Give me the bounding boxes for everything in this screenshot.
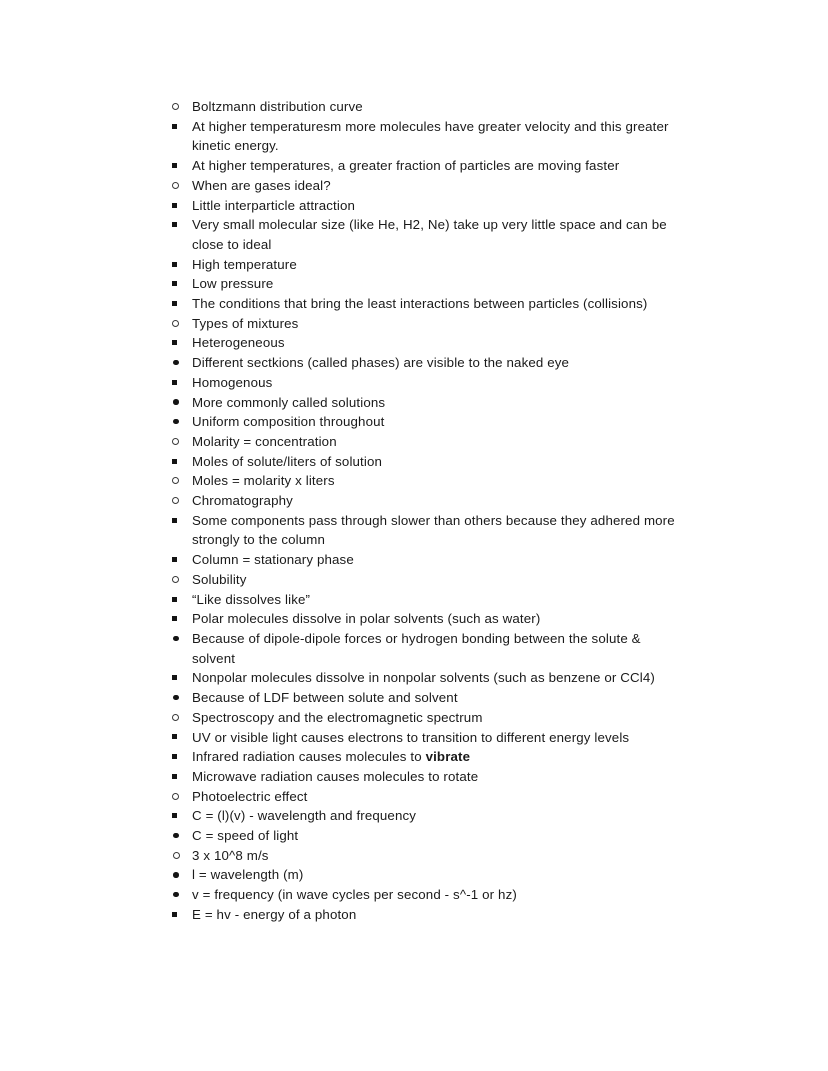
outline-item-text: Moles of solute/liters of solution	[192, 453, 383, 469]
outline-item	[172, 491, 748, 570]
filled-disc-bullet-icon	[173, 885, 193, 905]
outline-item-row	[172, 767, 698, 787]
filled-square-bullet-icon	[172, 215, 192, 235]
outline-item	[172, 708, 748, 787]
outline-item	[172, 333, 698, 372]
outline-item-row	[172, 550, 698, 570]
filled-square-bullet-icon	[172, 333, 192, 353]
outline-item-row	[172, 708, 748, 728]
outline-item-row	[172, 97, 748, 117]
outline-item-row	[172, 747, 698, 767]
outline-item	[172, 176, 748, 314]
filled-square-bullet-icon	[172, 196, 192, 216]
hollow-circle-bullet-icon	[172, 787, 192, 807]
filled-square-bullet-icon	[172, 728, 192, 748]
outline-item-row	[172, 274, 698, 294]
outline-item	[172, 806, 698, 905]
filled-square-bullet-icon	[172, 806, 192, 826]
hollow-circle-bullet-icon	[172, 314, 192, 334]
outline-item-row	[172, 255, 698, 275]
filled-square-bullet-icon	[172, 609, 192, 629]
outline-item-text: High temperature	[192, 256, 297, 272]
outline-item-row	[172, 609, 698, 629]
outline-level-3	[172, 629, 698, 668]
filled-disc-bullet-icon	[173, 688, 193, 708]
outline-item-text: When are gases ideal?	[192, 177, 331, 193]
outline-item-text: Different sectkions (called phases) are visible to the naked eye	[192, 355, 570, 371]
outline-item-text: Types of mixtures	[192, 315, 299, 331]
filled-disc-bullet-icon	[173, 826, 193, 846]
outline-level-3	[172, 688, 698, 708]
outline-item-row	[172, 294, 698, 314]
filled-square-bullet-icon	[172, 294, 192, 314]
filled-square-bullet-icon	[172, 590, 192, 610]
outline-item-text: Heterogeneous	[192, 335, 285, 351]
outline-item-text: l = wavelength (m)	[192, 867, 304, 883]
outline-item-text: “Like dissolves like”	[192, 591, 311, 607]
filled-square-bullet-icon	[172, 668, 192, 688]
outline-item-row	[172, 333, 698, 353]
outline-item-row	[172, 117, 698, 156]
outline-list	[172, 97, 752, 925]
filled-disc-bullet-icon	[173, 353, 193, 373]
outline-item	[172, 471, 748, 491]
filled-square-bullet-icon	[172, 905, 192, 925]
hollow-circle-bullet-icon	[172, 176, 192, 196]
outline-item-text: E = hv - energy of a photon	[192, 906, 357, 922]
outline-item-row	[172, 156, 698, 176]
outline-item-row	[172, 215, 698, 254]
outline-item-text: Photoelectric effect	[192, 788, 308, 804]
outline-item	[172, 787, 748, 925]
outline-item-text: Nonpolar molecules dissolve in nonpolar solvents (such as benzene or CCl4)	[192, 670, 655, 686]
outline-item-row	[172, 452, 698, 472]
filled-square-bullet-icon	[172, 255, 192, 275]
filled-square-bullet-icon	[172, 373, 192, 393]
filled-square-bullet-icon	[172, 550, 192, 570]
outline-item	[172, 629, 648, 668]
hollow-circle-bullet-icon	[172, 570, 192, 590]
outline-item	[172, 215, 698, 254]
outline-item	[172, 609, 698, 668]
outline-item-text: Low pressure	[192, 276, 274, 292]
outline-item-text: Uniform composition throughout	[192, 414, 385, 430]
outline-item-row	[172, 688, 648, 708]
outline-item	[172, 865, 648, 885]
filled-disc-bullet-icon	[173, 412, 193, 432]
outline-item-text: Some components pass through slower than others because they adhered more strongly to the column	[192, 512, 675, 548]
outline-item-row	[172, 629, 648, 668]
outline-item-row	[172, 570, 748, 590]
outline-item-text: Solubility	[192, 571, 247, 587]
outline-level-2	[172, 511, 748, 570]
filled-square-bullet-icon	[172, 117, 192, 137]
outline-item	[172, 570, 748, 708]
outline-item-text: 3 x 10^8 m/s	[192, 847, 269, 863]
outline-level-2	[172, 333, 748, 432]
outline-item-text: Because of LDF between solute and solvent	[192, 690, 458, 706]
outline-item	[172, 668, 698, 707]
outline-item-row	[172, 393, 648, 413]
outline-item	[172, 314, 748, 432]
outline-item	[172, 432, 748, 471]
outline-item	[172, 728, 698, 748]
filled-square-bullet-icon	[172, 452, 192, 472]
outline-item-row	[172, 373, 698, 393]
outline-level-2	[172, 806, 748, 924]
outline-item	[172, 412, 648, 432]
filled-square-bullet-icon	[172, 274, 192, 294]
outline-item-row	[172, 491, 748, 511]
outline-item-row	[172, 865, 648, 885]
outline-item	[172, 767, 698, 787]
outline-level-3	[172, 393, 698, 432]
outline-item-row	[172, 196, 698, 216]
hollow-circle-bullet-icon	[172, 471, 192, 491]
outline-item-emphasis: vibrate	[425, 749, 471, 765]
outline-item-row	[172, 471, 748, 491]
outline-level-1	[172, 97, 752, 925]
filled-square-bullet-icon	[172, 747, 192, 767]
outline-item-row	[172, 353, 648, 373]
outline-item-row	[172, 314, 748, 334]
outline-item-row	[172, 412, 648, 432]
outline-item-text: The conditions that bring the least interactions between particles (collisions)	[192, 296, 648, 312]
filled-square-bullet-icon	[172, 767, 192, 787]
outline-item-row	[172, 885, 648, 905]
outline-item-row	[172, 728, 698, 748]
outline-item	[172, 452, 698, 472]
outline-level-2	[172, 728, 748, 787]
outline-item-row	[172, 905, 698, 925]
outline-item	[172, 156, 698, 176]
outline-item-text: C = speed of light	[192, 828, 299, 844]
outline-item-text: At higher temperatures, a greater fraction of particles are moving faster	[192, 158, 620, 174]
outline-item-row	[172, 432, 748, 452]
outline-level-2	[172, 196, 748, 314]
outline-item-text: Infrared radiation causes molecules to vibrate	[192, 749, 471, 765]
outline-item	[172, 550, 698, 570]
outline-item-text: Moles = molarity x liters	[192, 473, 335, 489]
outline-item-text: Little interparticle attraction	[192, 197, 356, 213]
outline-item-row	[172, 511, 698, 550]
outline-item-text: More commonly called solutions	[192, 394, 386, 410]
outline-item-text: v = frequency (in wave cycles per second - s^-1 or hz)	[192, 887, 517, 903]
outline-level-2	[172, 452, 748, 472]
outline-item-text: Homogenous	[192, 374, 273, 390]
outline-item-text: UV or visible light causes electrons to transition to different energy levels	[192, 729, 630, 745]
outline-item	[172, 393, 648, 413]
outline-item	[172, 196, 698, 216]
outline-item-row	[172, 826, 648, 846]
outline-item	[172, 590, 698, 610]
outline-level-3	[172, 826, 698, 905]
filled-square-bullet-icon	[172, 156, 192, 176]
outline-item-text: Boltzmann distribution curve	[192, 99, 363, 114]
outline-level-4	[172, 846, 648, 866]
outline-item-text: C = (l)(v) - wavelength and frequency	[192, 808, 417, 824]
outline-item	[172, 846, 600, 866]
hollow-circle-bullet-icon	[172, 491, 192, 511]
outline-item	[172, 905, 698, 925]
filled-disc-bullet-icon	[173, 393, 193, 413]
outline-level-3	[172, 353, 698, 373]
outline-item-text: Molarity = concentration	[192, 433, 337, 449]
hollow-circle-bullet-icon	[172, 97, 192, 117]
outline-item-row	[172, 806, 698, 826]
outline-item-row	[172, 787, 748, 807]
outline-item-text: Very small molecular size (like He, H2, Ne) take up very little space and can be close to ideal	[192, 217, 667, 252]
outline-item	[172, 117, 698, 156]
outline-item	[172, 885, 648, 905]
outline-level-2	[172, 117, 748, 176]
outline-item	[172, 274, 698, 294]
hollow-circle-bullet-icon	[173, 846, 193, 866]
outline-item-text: Polar molecules dissolve in polar solvents (such as water)	[192, 611, 541, 627]
outline-item	[172, 511, 698, 550]
filled-disc-bullet-icon	[173, 629, 193, 649]
outline-item	[172, 97, 748, 176]
hollow-circle-bullet-icon	[172, 708, 192, 728]
outline-level-2	[172, 590, 748, 708]
outline-item-text: Spectroscopy and the electromagnetic spectrum	[192, 709, 483, 725]
outline-item-text: Column = stationary phase	[192, 552, 354, 568]
outline-item	[172, 747, 698, 767]
outline-item	[172, 353, 648, 373]
filled-disc-bullet-icon	[173, 865, 193, 885]
outline-item-row	[172, 176, 748, 196]
outline-item	[172, 688, 648, 708]
filled-square-bullet-icon	[172, 511, 192, 531]
outline-item-row	[172, 668, 698, 688]
outline-item	[172, 294, 698, 314]
hollow-circle-bullet-icon	[172, 432, 192, 452]
outline-item-text: Microwave radiation causes molecules to rotate	[192, 768, 479, 784]
outline-item-text: At higher temperaturesm more molecules have greater velocity and this greater kinetic energy.	[192, 118, 669, 154]
outline-item-text: Chromatography	[192, 493, 293, 509]
outline-item	[172, 826, 648, 865]
outline-item-row	[172, 590, 698, 610]
outline-item-row	[172, 846, 600, 866]
outline-item	[172, 373, 698, 432]
outline-item	[172, 255, 698, 275]
outline-item-text: Because of dipole-dipole forces or hydrogen bonding between the solute & solvent	[192, 630, 641, 666]
